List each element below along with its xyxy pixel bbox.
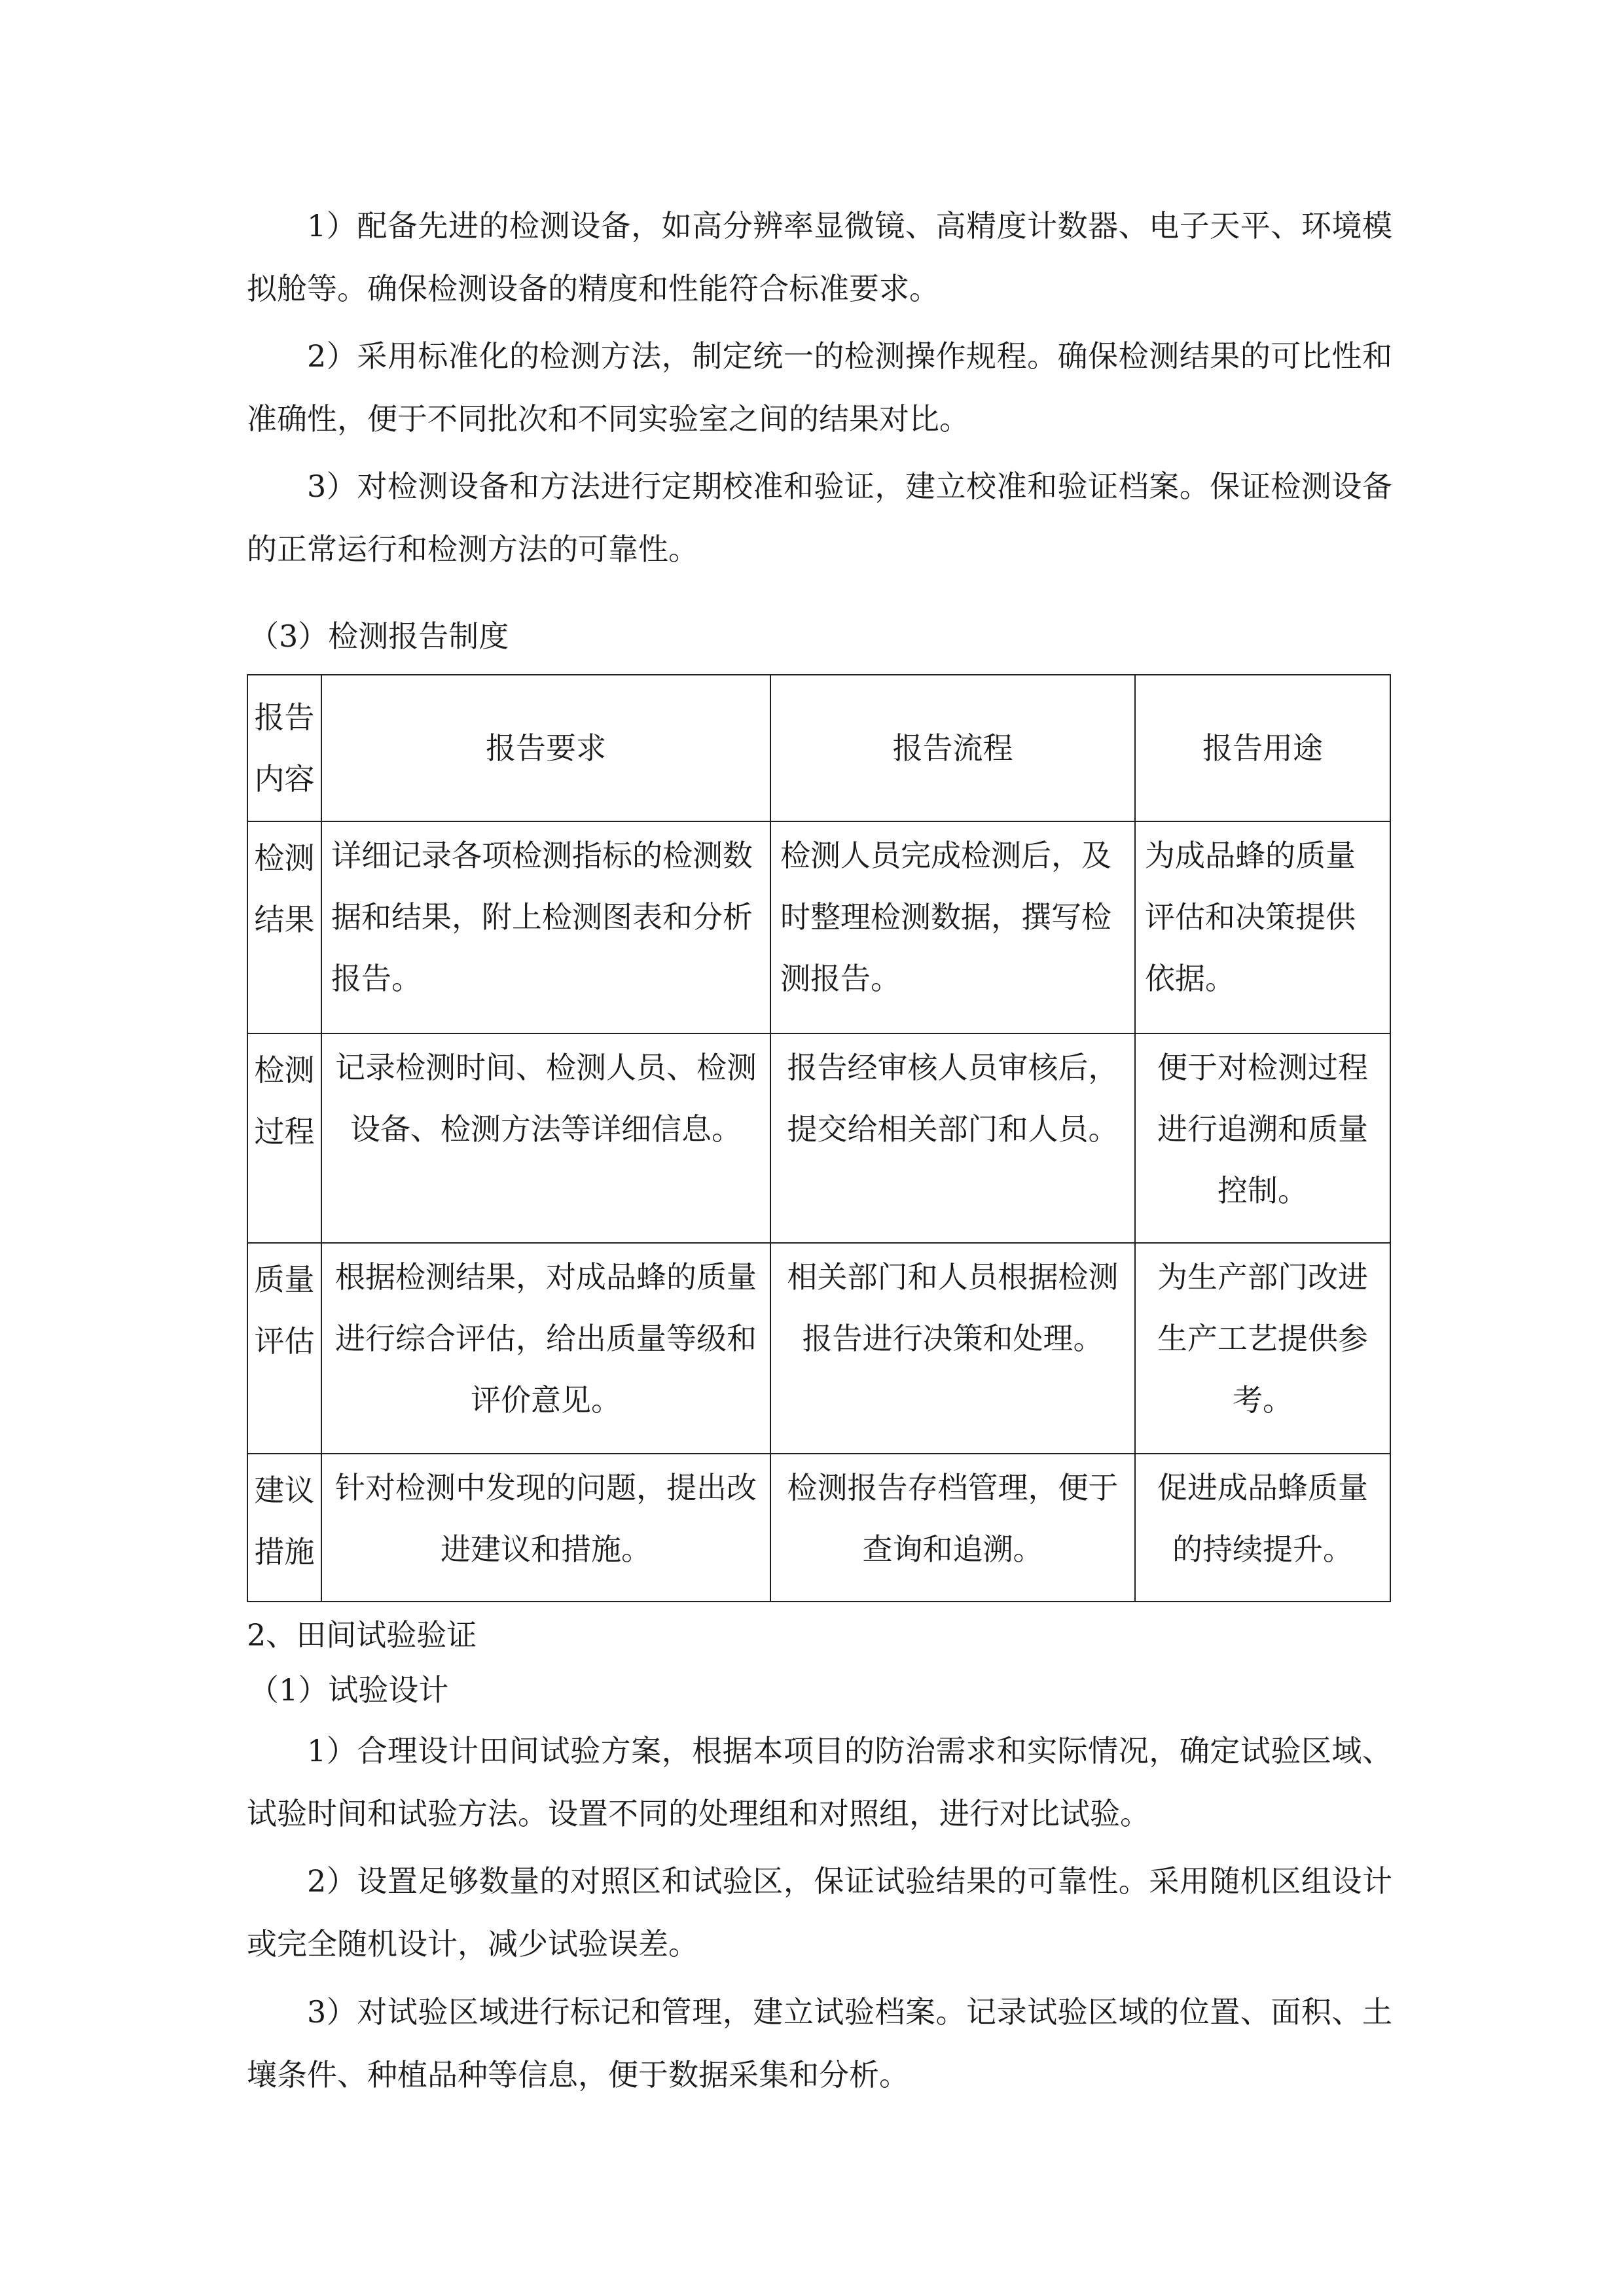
header-process: 报告流程: [770, 675, 1135, 821]
cell-requirement: 根据检测结果，对成品蜂的质量进行综合评估，给出质量等级和评价意见。: [321, 1243, 770, 1454]
paragraph-equipment: 1）配备先进的检测设备，如高分辨率显微镜、高精度计数器、电子天平、环境模拟舱等。确保检测设备的精度和性能符合标准要求。: [247, 208, 1392, 306]
cell-usage: 便于对检测过程进行追溯和质量控制。: [1135, 1033, 1390, 1243]
table-row: [247, 1454, 1390, 1602]
cell-requirement: 记录检测时间、检测人员、检测设备、检测方法等详细信息。: [321, 1033, 770, 1243]
cell-requirement: 针对检测中发现的问题，提出改进建议和措施。: [321, 1454, 770, 1602]
table-row: [247, 821, 1390, 1033]
report-table: [247, 674, 1391, 1602]
table-row: [247, 1243, 1390, 1454]
subsection-1-heading: （1）试验设计: [249, 1672, 449, 1708]
table-header-row: [247, 675, 1390, 821]
table-row: [247, 1033, 1390, 1243]
cell-usage: 为生产部门改进生产工艺提供参考。: [1135, 1243, 1390, 1454]
row-label: 检测结果: [247, 821, 321, 1033]
row-label: 建议措施: [247, 1454, 321, 1602]
cell-usage: 为成品蜂的质量评估和决策提供依据。: [1135, 821, 1390, 1033]
header-usage: 报告用途: [1135, 675, 1390, 821]
cell-process: 相关部门和人员根据检测报告进行决策和处理。: [770, 1243, 1135, 1454]
header-requirement: 报告要求: [321, 675, 770, 821]
paragraph-methods: 2）采用标准化的检测方法，制定统一的检测操作规程。确保检测结果的可比性和准确性，便于不同批次和不同实验室之间的结果对比。: [247, 338, 1392, 437]
cell-process: 检测人员完成检测后，及时整理检测数据，撰写检测报告。: [770, 821, 1135, 1033]
paragraph-trial-records: 3）对试验区域进行标记和管理，建立试验档案。记录试验区域的位置、面积、土壤条件、种植品种等信息，便于数据采集和分析。: [247, 1994, 1392, 2092]
row-label: 检测过程: [247, 1033, 321, 1243]
cell-usage: 促进成品蜂质量的持续提升。: [1135, 1454, 1390, 1602]
section-3-heading: （3）检测报告制度: [249, 619, 509, 654]
section-2-heading: 2、田间试验验证: [247, 1617, 477, 1653]
cell-process: 报告经审核人员审核后，提交给相关部门和人员。: [770, 1033, 1135, 1243]
paragraph-calibration: 3）对检测设备和方法进行定期校准和验证，建立校准和验证档案。保证检测设备的正常运行和检测方法的可靠性。: [247, 469, 1392, 567]
paragraph-trial-plan: 1）合理设计田间试验方案，根据本项目的防治需求和实际情况，确定试验区域、试验时间和试验方法。设置不同的处理组和对照组，进行对比试验。: [247, 1733, 1392, 1831]
paragraph-control-areas: 2）设置足够数量的对照区和试验区，保证试验结果的可靠性。采用随机区组设计或完全随机设计，减少试验误差。: [247, 1863, 1392, 1962]
row-label: 质量评估: [247, 1243, 321, 1454]
header-content: 报告内容: [247, 675, 321, 821]
cell-process: 检测报告存档管理，便于查询和追溯。: [770, 1454, 1135, 1602]
cell-requirement: 详细记录各项检测指标的检测数据和结果，附上检测图表和分析报告。: [321, 821, 770, 1033]
